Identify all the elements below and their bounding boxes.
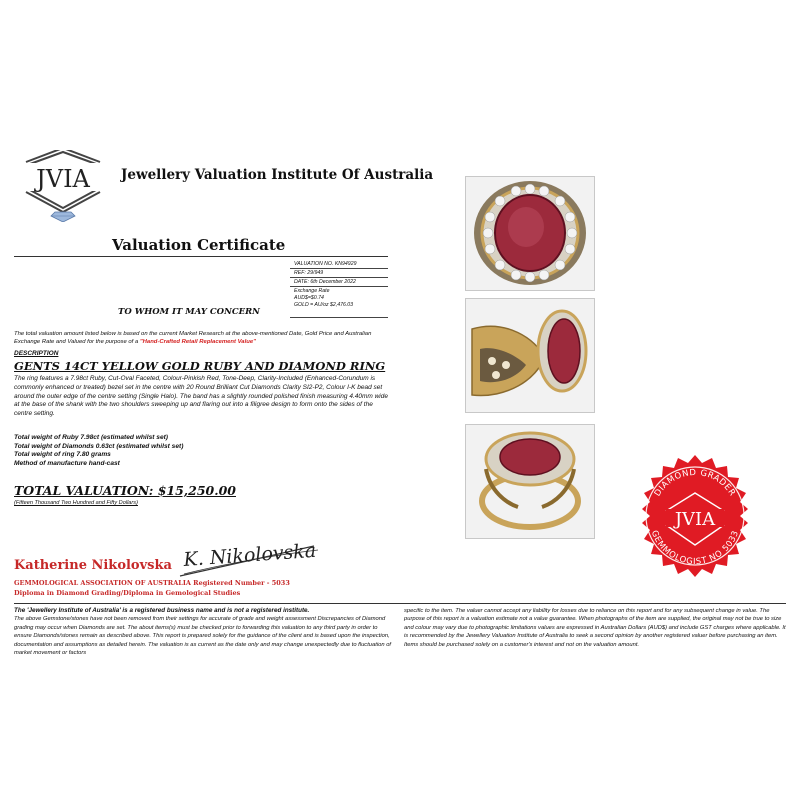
disclaimer-left bbox=[14, 607, 396, 657]
jvia-logo bbox=[20, 150, 106, 222]
diploma-line: Diploma in Diamond Grading/Diploma in Gemological Studies bbox=[14, 589, 241, 597]
logo-text: JVIA bbox=[36, 165, 90, 193]
seal-bottom-text: GEMMOLOGIST NO 5033 bbox=[648, 529, 742, 568]
item-title: GENTS 14CT YELLOW GOLD RUBY AND DIAMOND RING bbox=[14, 359, 386, 373]
valuation-number: VALUATION NO. KN94929 bbox=[290, 260, 388, 269]
exchange-gold: GOLD = AU/oz $2,476.03 bbox=[294, 302, 354, 308]
weight-ring: Total weight of ring 7.80 grams bbox=[14, 451, 111, 459]
association-line: GEMMOLOGICAL ASSOCIATION OF AUSTRALIA Registered Number - 5033 bbox=[14, 579, 290, 587]
disclaimer-left-text: The above Gemstone/stones have not been removed from their settings for accurate of grade and weight assessment Discrepancies of Diamond grading may occur when Diamonds are set. The about items(s) must be checked prior to forwarding this valuation to any third party in order to ensure Diamonds/stones remain as described above. This report is prepared solely for the guidance of the client and is based upon the inspection, documentation and assumptions as detailed herein. The valuation is as current as the date only and may change unexpectedly due to fluctuation of market movement or factors bbox=[14, 616, 392, 657]
signature-text: K. Nikolovska bbox=[182, 539, 317, 571]
item-description: The ring features a 7.98ct Ruby, Cut-Oval Faceted, Colour-Pinkish Red, Tone-Deep, Clarity-Included (Enhanced-Corundum is commonly enhanced or treated) bezel set in the centre with 20 Round Brilliant Cut Diamonds Clarity SI2-P2, Colour I-K bead set around the outer edge of the centre setting (Single Halo). The band has a slightly rounded polished finish measuring 4.40mm wide at the base of the shank with the two shoulders sweeping up and flaring out into a filigree design to form onto the sides of the centre setting. bbox=[14, 375, 388, 418]
disclaimer-right: specific to the item. The valuer cannot accept any liability for losses due to reliance on this report and for any subsequent change in value. The purpose of this report is a valuation estimate not a value guarantee. When photographs of the item are supplied, the original may not be true to size and colour may vary due to photographic limitations values are expressed in Australian Dollars (AUD$) and include GST charges where applicable. It is recommended by the Jewellery Valuation Institute of Australia to seek a second opinion by another registered valuer before purchasing an item. Items should be purchased solely on a customer's interest and not on the valuation amount. bbox=[404, 608, 786, 648]
certificate-title: Valuation Certificate bbox=[112, 236, 286, 254]
weight-diamonds: Total weight of Diamonds 0.63ct (estimated whilst set) bbox=[14, 442, 184, 450]
exchange-rate-block bbox=[290, 287, 388, 318]
ring-photo-side bbox=[465, 298, 595, 413]
total-valuation-words: (Fifteen Thousand Two Hundred and Fifty Dollars) bbox=[14, 500, 138, 506]
seal-center-text: JVIA bbox=[674, 509, 716, 530]
to-whom-heading: TO WHOM IT MAY CONCERN bbox=[118, 307, 260, 317]
description-label: DESCRIPTION bbox=[14, 350, 59, 357]
intro-highlight: "Hand-Crafted Retail Replacement Value" bbox=[139, 339, 256, 345]
total-valuation: TOTAL VALUATION: $15,250.00 bbox=[14, 483, 236, 498]
disclaimer-heading: The 'Jewellery Institute of Australia' is a registered business name and is not a registered institute. bbox=[14, 607, 310, 614]
manufacture-method: Method of manufacture hand-cast bbox=[14, 459, 120, 467]
exchange-label: Exchange Rate bbox=[294, 288, 330, 294]
intro-paragraph bbox=[14, 330, 390, 346]
handwritten-signature bbox=[176, 536, 324, 580]
ring-photo-angle bbox=[465, 424, 595, 539]
logo-gem-icon bbox=[51, 212, 75, 222]
weight-ruby: Total weight of Ruby 7.98ct (estimated whilst set) bbox=[14, 434, 168, 441]
signatory-name: Katherine Nikolovska bbox=[14, 558, 172, 573]
reference-number: REF: 29/949 bbox=[290, 269, 388, 278]
reference-box bbox=[290, 260, 388, 318]
diamond-grader-seal bbox=[632, 453, 758, 579]
footer-divider bbox=[14, 603, 786, 604]
intro-text: The total valuation amount listed below is based on the current Market Research at the above-mentioned Date, Gold Price and Australian Exchange Rate and Valued for the purpose of a bbox=[14, 331, 372, 345]
institute-name: Jewellery Valuation Institute Of Australia bbox=[121, 167, 434, 183]
title-divider bbox=[14, 256, 388, 257]
exchange-aud: AUD$=$0.74 bbox=[294, 295, 324, 301]
seal-top-text: DIAMOND GRADER bbox=[652, 467, 738, 499]
weights-list bbox=[14, 434, 183, 468]
valuation-date: DATE: 6th December 2022 bbox=[290, 278, 388, 287]
ring-photo-top bbox=[465, 176, 595, 291]
